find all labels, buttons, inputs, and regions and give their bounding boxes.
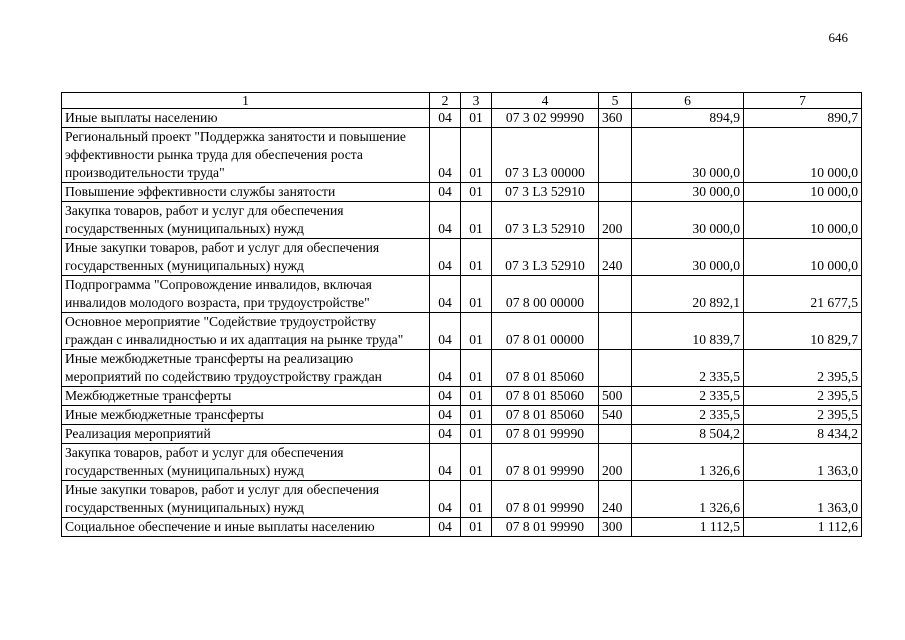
amount-col7-cell: 2 395,5 <box>744 387 862 406</box>
amount-col6-cell: 20 892,1 <box>632 276 744 313</box>
subsection-code-cell: 01 <box>461 387 492 406</box>
target-article-cell: 07 8 00 00000 <box>492 276 599 313</box>
table-row <box>62 276 862 313</box>
table-row <box>62 202 862 239</box>
table-row <box>62 183 862 202</box>
expense-type-cell: 200 <box>599 444 632 481</box>
expense-type-cell <box>599 128 632 183</box>
subsection-code-cell: 01 <box>461 518 492 537</box>
header-cell: 5 <box>599 93 632 109</box>
expense-type-cell <box>599 313 632 350</box>
amount-col7-cell: 10 000,0 <box>744 239 862 276</box>
row-name-cell: Закупка товаров, работ и услуг для обеспечения государственных (муниципальных) нужд <box>62 444 430 481</box>
target-article-cell: 07 8 01 85060 <box>492 350 599 387</box>
amount-col6-cell: 10 839,7 <box>632 313 744 350</box>
amount-col7-cell: 10 000,0 <box>744 183 862 202</box>
header-cell: 4 <box>492 93 599 109</box>
target-article-cell: 07 8 01 99990 <box>492 425 599 444</box>
expense-type-cell: 540 <box>599 406 632 425</box>
header-cell: 6 <box>632 93 744 109</box>
expense-type-cell: 360 <box>599 109 632 128</box>
section-code-cell: 04 <box>430 183 461 202</box>
amount-col7-cell: 1 363,0 <box>744 481 862 518</box>
amount-col6-cell: 1 112,5 <box>632 518 744 537</box>
header-cell: 2 <box>430 93 461 109</box>
section-code-cell: 04 <box>430 202 461 239</box>
expense-type-cell: 300 <box>599 518 632 537</box>
row-name-cell: Повышение эффективности службы занятости <box>62 183 430 202</box>
subsection-code-cell: 01 <box>461 128 492 183</box>
target-article-cell: 07 3 L3 52910 <box>492 239 599 276</box>
section-code-cell: 04 <box>430 276 461 313</box>
expense-type-cell: 240 <box>599 239 632 276</box>
table-row <box>62 406 862 425</box>
subsection-code-cell: 01 <box>461 202 492 239</box>
amount-col6-cell: 8 504,2 <box>632 425 744 444</box>
subsection-code-cell: 01 <box>461 276 492 313</box>
section-code-cell: 04 <box>430 406 461 425</box>
target-article-cell: 07 8 01 85060 <box>492 387 599 406</box>
header-cell: 7 <box>744 93 862 109</box>
table-row <box>62 350 862 387</box>
expense-type-cell <box>599 276 632 313</box>
page-number: 646 <box>828 30 848 45</box>
row-name-cell: Иные межбюджетные трансферты <box>62 406 430 425</box>
subsection-code-cell: 01 <box>461 425 492 444</box>
amount-col7-cell: 10 829,7 <box>744 313 862 350</box>
amount-col6-cell: 2 335,5 <box>632 406 744 425</box>
subsection-code-cell: 01 <box>461 444 492 481</box>
expense-type-cell: 200 <box>599 202 632 239</box>
expense-type-cell: 500 <box>599 387 632 406</box>
row-name-cell: Социальное обеспечение и иные выплаты населению <box>62 518 430 537</box>
target-article-cell: 07 3 L3 52910 <box>492 202 599 239</box>
row-name-cell: Реализация мероприятий <box>62 425 430 444</box>
section-code-cell: 04 <box>430 313 461 350</box>
target-article-cell: 07 3 L3 00000 <box>492 128 599 183</box>
header-cell: 1 <box>62 93 430 109</box>
amount-col6-cell: 30 000,0 <box>632 183 744 202</box>
row-name-cell: Иные закупки товаров, работ и услуг для обеспечения государственных (муниципальных) нужд <box>62 481 430 518</box>
subsection-code-cell: 01 <box>461 350 492 387</box>
table-row <box>62 481 862 518</box>
subsection-code-cell: 01 <box>461 481 492 518</box>
expense-type-cell <box>599 425 632 444</box>
target-article-cell: 07 8 01 85060 <box>492 406 599 425</box>
amount-col7-cell: 1 363,0 <box>744 444 862 481</box>
section-code-cell: 04 <box>430 109 461 128</box>
row-name-cell: Закупка товаров, работ и услуг для обеспечения государственных (муниципальных) нужд <box>62 202 430 239</box>
expense-type-cell: 240 <box>599 481 632 518</box>
target-article-cell: 07 8 01 99990 <box>492 518 599 537</box>
section-code-cell: 04 <box>430 350 461 387</box>
row-name-cell: Иные межбюджетные трансферты на реализацию мероприятий по содействию трудоустройству граждан <box>62 350 430 387</box>
amount-col6-cell: 30 000,0 <box>632 239 744 276</box>
amount-col6-cell: 2 335,5 <box>632 387 744 406</box>
table-row <box>62 444 862 481</box>
subsection-code-cell: 01 <box>461 406 492 425</box>
table-row <box>62 518 862 537</box>
amount-col7-cell: 890,7 <box>744 109 862 128</box>
section-code-cell: 04 <box>430 518 461 537</box>
row-name-cell: Подпрограмма "Сопровождение инвалидов, включая инвалидов молодого возраста, при трудоустройстве" <box>62 276 430 313</box>
subsection-code-cell: 01 <box>461 239 492 276</box>
amount-col7-cell: 10 000,0 <box>744 202 862 239</box>
table-row <box>62 109 862 128</box>
amount-col7-cell: 10 000,0 <box>744 128 862 183</box>
expense-type-cell <box>599 183 632 202</box>
subsection-code-cell: 01 <box>461 313 492 350</box>
header-cell: 3 <box>461 93 492 109</box>
section-code-cell: 04 <box>430 239 461 276</box>
section-code-cell: 04 <box>430 128 461 183</box>
expense-type-cell <box>599 350 632 387</box>
amount-col6-cell: 1 326,6 <box>632 444 744 481</box>
target-article-cell: 07 3 02 99990 <box>492 109 599 128</box>
amount-col7-cell: 2 395,5 <box>744 350 862 387</box>
section-code-cell: 04 <box>430 387 461 406</box>
subsection-code-cell: 01 <box>461 183 492 202</box>
section-code-cell: 04 <box>430 425 461 444</box>
table-row <box>62 313 862 350</box>
row-name-cell: Основное мероприятие "Содействие трудоустройству граждан с инвалидностью и их адаптация на рынке труда" <box>62 313 430 350</box>
table-row <box>62 387 862 406</box>
target-article-cell: 07 8 01 00000 <box>492 313 599 350</box>
amount-col7-cell: 2 395,5 <box>744 406 862 425</box>
table-row <box>62 425 862 444</box>
section-code-cell: 04 <box>430 444 461 481</box>
amount-col7-cell: 1 112,6 <box>744 518 862 537</box>
target-article-cell: 07 3 L3 52910 <box>492 183 599 202</box>
subsection-code-cell: 01 <box>461 109 492 128</box>
section-code-cell: 04 <box>430 481 461 518</box>
row-name-cell: Иные закупки товаров, работ и услуг для обеспечения государственных (муниципальных) нужд <box>62 239 430 276</box>
row-name-cell: Региональный проект "Поддержка занятости и повышение эффективности рынка труда для обеспечения роста производительности труда" <box>62 128 430 183</box>
table-row <box>62 128 862 183</box>
amount-col6-cell: 30 000,0 <box>632 128 744 183</box>
amount-col6-cell: 30 000,0 <box>632 202 744 239</box>
amount-col6-cell: 894,9 <box>632 109 744 128</box>
table-row <box>62 239 862 276</box>
row-name-cell: Межбюджетные трансферты <box>62 387 430 406</box>
row-name-cell: Иные выплаты населению <box>62 109 430 128</box>
target-article-cell: 07 8 01 99990 <box>492 481 599 518</box>
budget-table <box>61 92 862 537</box>
amount-col6-cell: 1 326,6 <box>632 481 744 518</box>
target-article-cell: 07 8 01 99990 <box>492 444 599 481</box>
amount-col7-cell: 21 677,5 <box>744 276 862 313</box>
table-header-row <box>62 93 862 109</box>
amount-col7-cell: 8 434,2 <box>744 425 862 444</box>
amount-col6-cell: 2 335,5 <box>632 350 744 387</box>
